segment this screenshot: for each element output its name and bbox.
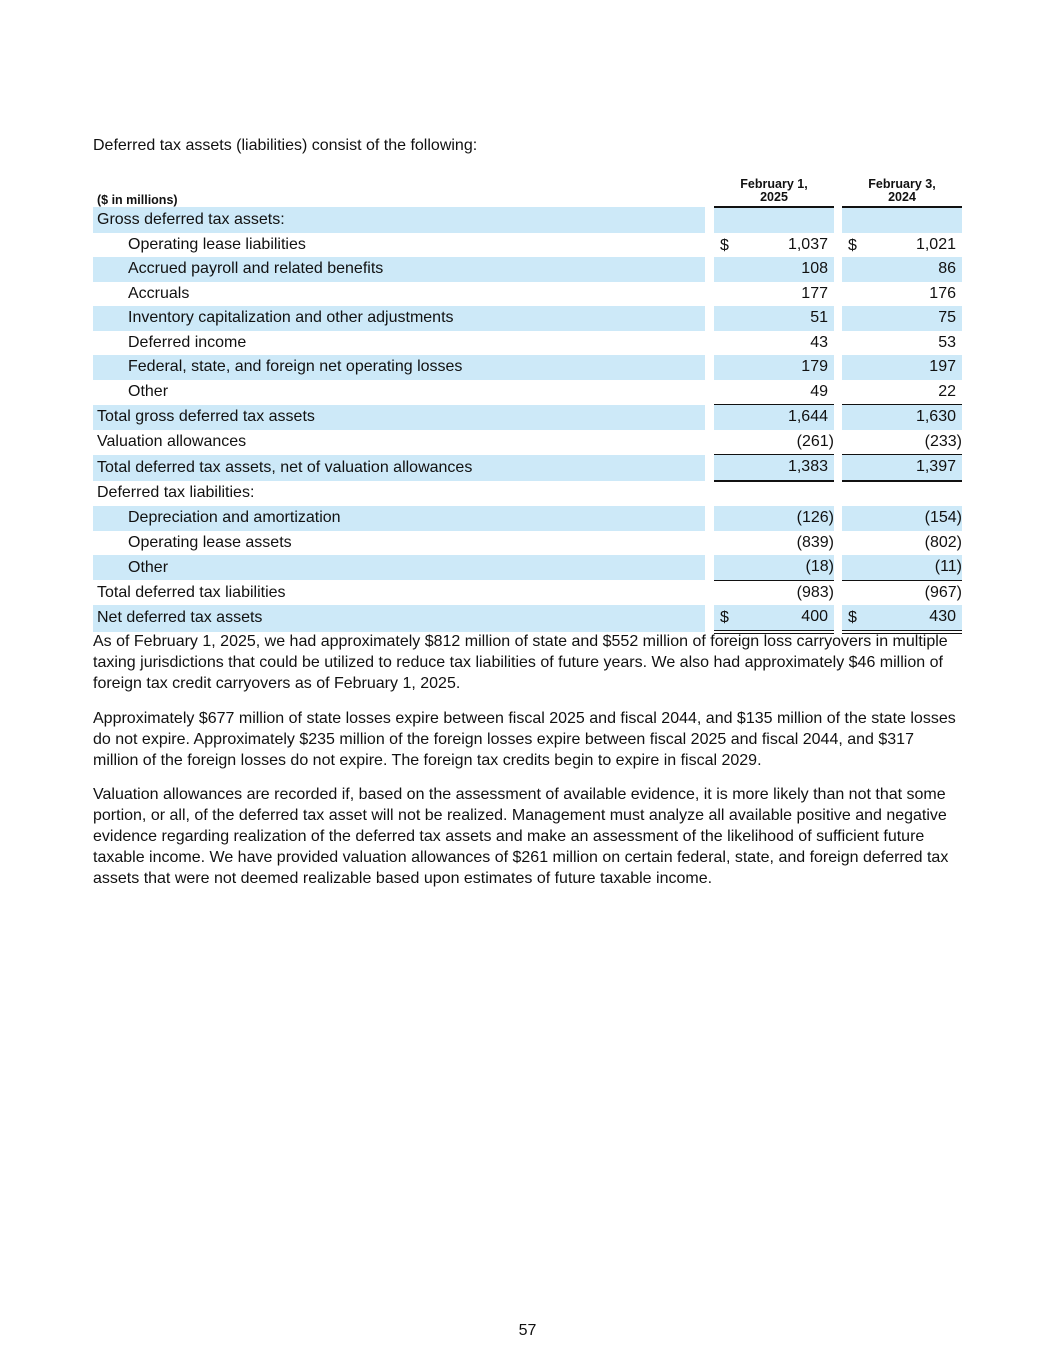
row-label: Total deferred tax liabilities (97, 583, 286, 601)
col1-cell (714, 481, 834, 507)
table-header-row (93, 170, 962, 207)
col1-cell: 1,644 (714, 405, 834, 430)
col2-cell: $ 1,021 (848, 235, 956, 254)
intro-text: Deferred tax assets (liabilities) consist of the following: (93, 137, 478, 154)
col1-cell: (983) (714, 580, 834, 605)
col2-cell: 86 (842, 257, 962, 282)
col1-cell: 177 (801, 284, 828, 302)
col1-cell: 179 (714, 355, 834, 380)
col1-cell: $ 1,037 (720, 235, 828, 254)
row-label: Deferred tax liabilities: (97, 484, 255, 502)
col2-header: February 3, 2024 (842, 170, 962, 207)
row-label: Net deferred tax assets (93, 605, 705, 632)
col2-cell: (11) (842, 555, 962, 580)
deferred-tax-table (93, 170, 962, 634)
table-row (93, 580, 962, 605)
col2-cell: 1,630 (842, 405, 962, 430)
col2-cell: 197 (842, 355, 962, 380)
table-row (93, 506, 962, 531)
table-row (93, 481, 962, 507)
table-row (93, 455, 962, 481)
col1-cell: 108 (714, 257, 834, 282)
row-label: Total gross deferred tax assets (93, 405, 705, 430)
col2-cell: 53 (938, 333, 956, 351)
unit-label: ($ in millions) (93, 170, 705, 207)
col1-cell: 1,383 (714, 455, 834, 481)
col2-cell: (802) (924, 533, 962, 551)
col1-cell: (261) (796, 432, 834, 450)
row-label: Operating lease assets (128, 533, 292, 551)
row-label: Other (93, 555, 705, 580)
col2-cell: 1,397 (842, 455, 962, 481)
table-row (93, 233, 962, 258)
col1-cell: 49 (810, 382, 828, 400)
col2-cell: 176 (929, 284, 956, 302)
table-row (93, 355, 962, 380)
table-row (93, 531, 962, 556)
table-row (93, 331, 962, 356)
col1-cell: (126) (714, 506, 834, 531)
col1-cell: $ 400 (714, 605, 834, 632)
table-row (93, 282, 962, 307)
row-label: Inventory capitalization and other adjustments (93, 306, 705, 331)
col1-cell: 51 (714, 306, 834, 331)
col2-cell (842, 207, 962, 233)
col2-cell: 75 (842, 306, 962, 331)
table-row (93, 405, 962, 430)
col1-header: February 1, 2025 (714, 170, 834, 207)
col1-cell: (839) (796, 533, 834, 551)
row-label: Other (128, 383, 169, 400)
row-label: Gross deferred tax assets: (93, 207, 705, 233)
row-label: Total deferred tax assets, net of valuation allowances (93, 455, 705, 481)
table-row (93, 257, 962, 282)
page-number: 57 (518, 1322, 537, 1339)
col2-cell: (233) (924, 432, 962, 450)
col1-cell: 43 (810, 333, 828, 351)
table-row (93, 430, 962, 455)
col2-cell: (154) (842, 506, 962, 531)
paragraph-expiration: Approximately $677 million of state losses expire between fiscal 2025 and fiscal 2044, and $135 million of the state losses do not expire. Approximately $235 million of the foreign losses expire between fiscal 2025 and fiscal 2044, and $317 million of the foreign losses do not expire. The foreign tax credits begin to expire in fiscal 2029. (93, 710, 956, 769)
table-row (93, 207, 962, 233)
table-row (93, 306, 962, 331)
table-row (93, 555, 962, 580)
row-label: Operating lease liabilities (128, 235, 306, 253)
col2-cell (842, 481, 962, 507)
table-row (93, 605, 962, 632)
row-label: Depreciation and amortization (93, 506, 705, 531)
row-label: Accruals (128, 284, 190, 302)
row-label: Deferred income (128, 333, 247, 351)
col2-cell: (967) (842, 580, 962, 605)
col1-cell: (18) (714, 555, 834, 580)
col2-cell: 22 (938, 382, 956, 400)
paragraph-valuation: Valuation allowances are recorded if, based on the assessment of available evidence, it is more likely than not that some portion, or all, of the deferred tax asset will not be realized. Management must analyze all available positive and negative evidence regarding realization of the deferred tax assets and make an assessment of the likelihood of sufficient future taxable income. We have provided valuation allowances of $261 million on certain federal, state, and foreign deferred tax assets that were not deemed realizable based upon estimates of future taxable income. (93, 786, 949, 887)
row-label: Federal, state, and foreign net operating losses (93, 355, 705, 380)
table-row (93, 380, 962, 405)
row-label: Valuation allowances (97, 433, 247, 450)
col2-cell: $ 430 (842, 605, 962, 632)
col1-cell (714, 207, 834, 233)
paragraph-carryovers: As of February 1, 2025, we had approximately $812 million of state and $552 million of foreign loss carryovers in multiple taxing jurisdictions that could be utilized to reduce tax liabilities of future years. We also had approximately $46 million of foreign tax credit carryovers as of February 1, 2025. (93, 633, 948, 692)
row-label: Accrued payroll and related benefits (93, 257, 705, 282)
